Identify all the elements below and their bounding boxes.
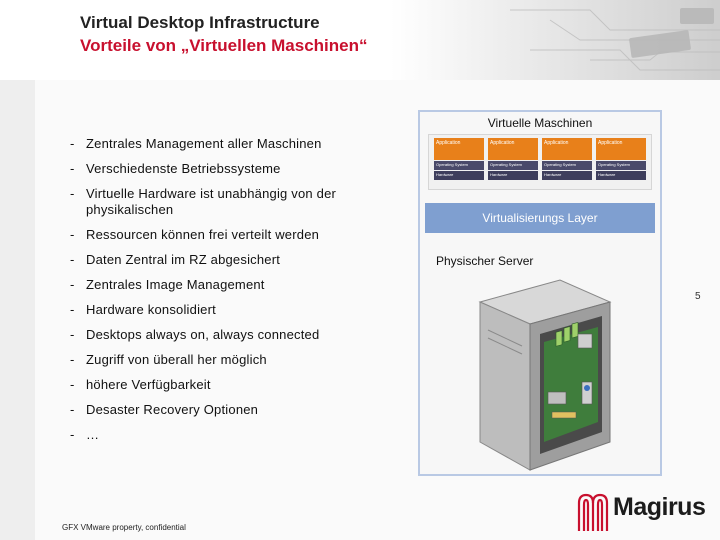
list-item	[70, 252, 400, 268]
list-item	[70, 277, 400, 293]
left-margin-band	[0, 80, 35, 540]
vm-hw-layer: Hardware	[488, 171, 538, 180]
list-item	[70, 377, 400, 393]
server-label: Physischer Server	[436, 254, 534, 268]
list-item	[70, 327, 400, 343]
vm-hw-layer: Hardware	[542, 171, 592, 180]
list-item	[70, 352, 400, 368]
vm-box	[596, 138, 646, 186]
list-item	[70, 186, 400, 218]
bullet-dash: -	[70, 402, 75, 417]
list-item-text: Verschiedenste Betriebssysteme	[86, 161, 281, 176]
list-item-text: Hardware konsolidiert	[86, 302, 216, 317]
vm-app-layer: Application	[488, 138, 538, 160]
vm-app-layer: Application	[434, 138, 484, 160]
vm-os-layer: Operating System	[542, 161, 592, 170]
bullet-dash: -	[70, 327, 75, 342]
logo-text: Magirus	[613, 493, 706, 521]
list-item	[70, 227, 400, 243]
list-item-text: …	[86, 427, 100, 442]
vm-row	[428, 134, 652, 190]
list-item	[70, 427, 400, 443]
list-item-text: Ressourcen können frei verteilt werden	[86, 227, 320, 242]
virtualization-diagram	[418, 110, 662, 476]
header	[0, 0, 720, 80]
bullet-dash: -	[70, 277, 75, 292]
list-item-text: Daten Zentral im RZ abgesichert	[86, 252, 281, 267]
page-title: Virtual Desktop Infrastructure	[80, 13, 320, 32]
magirus-emblem-icon	[575, 489, 611, 533]
list-item-text: Zentrales Management aller Maschinen	[86, 136, 322, 151]
server-tower-icon	[460, 272, 630, 472]
vm-os-layer: Operating System	[434, 161, 484, 170]
vm-os-layer: Operating System	[488, 161, 538, 170]
list-item-text: Zugriff von überall her möglich	[86, 352, 267, 367]
list-item-text: Desktops always on, always connected	[86, 327, 320, 342]
vm-box	[542, 138, 592, 186]
footer-text: GFX VMware property, confidential	[62, 523, 186, 532]
list-item-text: Virtuelle Hardware ist unabhängig von der physikalischen	[86, 186, 337, 217]
bullet-dash: -	[70, 136, 75, 151]
header-decoration	[390, 0, 720, 80]
bullet-dash: -	[70, 302, 75, 317]
vm-box	[434, 138, 484, 186]
magirus-logo	[575, 489, 715, 535]
vm-hw-layer: Hardware	[596, 171, 646, 180]
list-item	[70, 136, 400, 152]
list-item	[70, 402, 400, 418]
bullet-dash: -	[70, 352, 75, 367]
virtualization-layer-bar: Virtualisierungs Layer	[425, 203, 655, 233]
vm-hw-layer: Hardware	[434, 171, 484, 180]
bullet-dash: -	[70, 427, 75, 442]
list-item	[70, 161, 400, 177]
vm-label: Virtuelle Maschinen	[487, 116, 593, 130]
list-item	[70, 302, 400, 318]
list-item-text: höhere Verfügbarkeit	[86, 377, 211, 392]
bullet-dash: -	[70, 377, 75, 392]
page-subtitle: Vorteile von „Virtuellen Maschinen“	[80, 36, 368, 55]
bullet-list	[70, 136, 400, 452]
vm-box	[488, 138, 538, 186]
vm-app-layer: Application	[542, 138, 592, 160]
bullet-dash: -	[70, 227, 75, 242]
vm-app-layer: Application	[596, 138, 646, 160]
bullet-dash: -	[70, 186, 75, 201]
header-circuit-graphic	[390, 0, 720, 80]
vm-os-layer: Operating System	[596, 161, 646, 170]
list-item-text: Zentrales Image Management	[86, 277, 265, 292]
bullet-dash: -	[70, 252, 75, 267]
bullet-dash: -	[70, 161, 75, 176]
list-item-text: Desaster Recovery Optionen	[86, 402, 259, 417]
page-number: 5	[695, 291, 701, 302]
